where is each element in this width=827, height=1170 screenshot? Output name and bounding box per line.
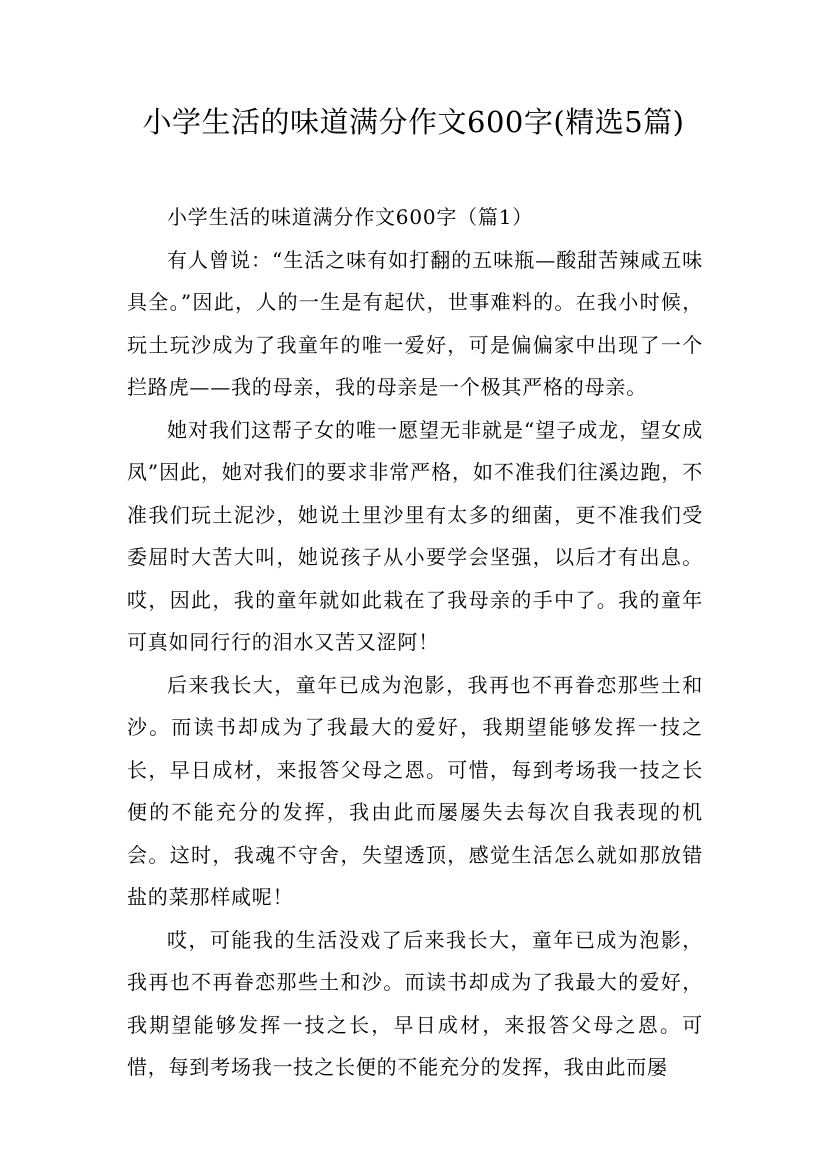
paragraph: 她对我们这帮子女的唯一愿望无非就是“望子成龙，望女成凤”因此，她对我们的要求非常严格，如不准我们往溪边跑，不准我们玩土泥沙，她说土里沙里有太多的细菌，更不准我们受委屈时大苦大叫，她说孩子从小要学会坚强，以后才有出息。哎，因此，我的童年就如此栽在了我母亲的手中了。我的童年可真如同行行的泪水又苦又涩阿！ bbox=[127, 417, 703, 654]
paragraph: 哎，可能我的生活没戏了后来我长大，童年已成为泡影，我再也不再眷恋那些土和沙。而读书却成为了我最大的爱好，我期望能够发挥一技之长，早日成材，来报答父母之恩。可惜，每到考场我一技之长便的不能充分的发挥，我由此而屡 bbox=[127, 927, 703, 1079]
document-body bbox=[127, 196, 703, 1089]
paragraph: 有人曾说：“生活之味有如打翻的五味瓶—酸甜苦辣咸五味具全。”因此，人的一生是有起伏，世事难料的。在我小时候，玩土玩沙成为了我童年的唯一爱好，可是偏偏家中出现了一个拦路虎——我的母亲，我的母亲是一个极其严格的母亲。 bbox=[127, 247, 703, 399]
document-title: 小学生活的味道满分作文600字(精选5篇) bbox=[142, 105, 685, 139]
section-heading: 小学生活的味道满分作文600字（篇1） bbox=[167, 205, 534, 229]
paragraph: 后来我长大，童年已成为泡影，我再也不再眷恋那些土和沙。而读书却成为了我最大的爱好，我期望能够发挥一技之长，早日成材，来报答父母之恩。可惜，每到考场我一技之长便的不能充分的发挥，我由此而屡屡失去每次自我表现的机会。这时，我魂不守舍，失望透顶，感觉生活怎么就如那放错盐的菜那样咸呢！ bbox=[127, 672, 703, 909]
